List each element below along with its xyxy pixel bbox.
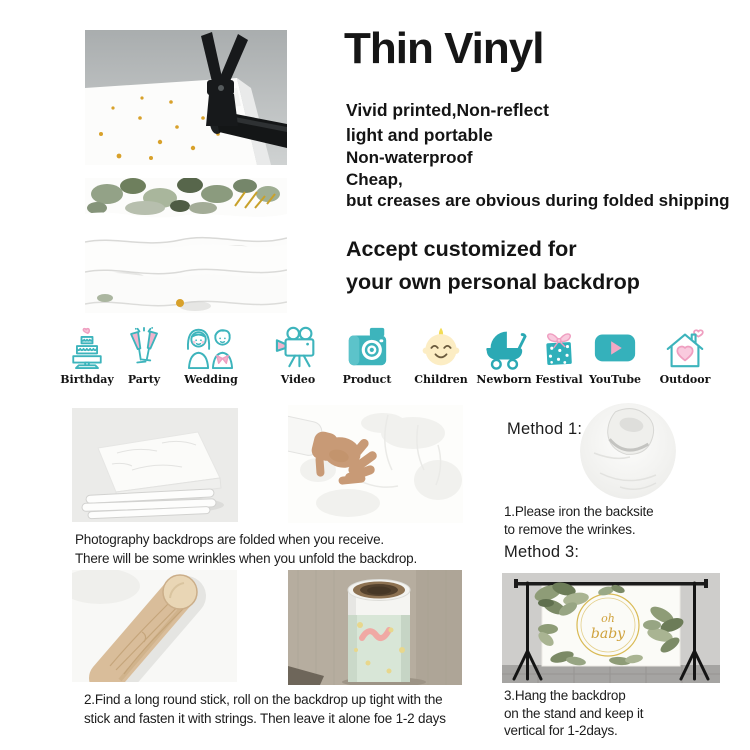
- backdrop-script-oh: oh: [601, 612, 615, 625]
- photo-round-stick: [72, 570, 237, 682]
- backdrop-script-baby: baby: [590, 626, 626, 642]
- backdrop-stand-art: [502, 573, 720, 683]
- roll-note: [84, 690, 446, 728]
- folded-vinyl-art: [85, 178, 287, 313]
- category-label: Newborn: [476, 373, 532, 386]
- category-label: Children: [414, 373, 468, 386]
- category-label: Birthday: [60, 373, 114, 386]
- rolled-tube-art: [288, 570, 462, 685]
- customization-note-line: Accept customized for: [346, 237, 577, 261]
- category-label: Video: [280, 373, 316, 386]
- category-label: YouTube: [588, 373, 642, 386]
- photo-folded-pack: [72, 408, 238, 522]
- outdoor-house-icon: [662, 324, 708, 370]
- photo-hand-smoothing: [288, 405, 463, 523]
- unfold-note: [75, 530, 417, 568]
- photo-folded-vinyl: [85, 178, 287, 313]
- method1-step-line: 1.Please iron the backsite: [504, 504, 654, 519]
- method3-step-line: vertical for 1-2days.: [504, 723, 618, 738]
- roll-note-line: 2.Find a long round stick, roll on the backdrop up tight with the: [84, 692, 443, 707]
- children-baby-icon: [419, 324, 463, 370]
- round-stick-art: [72, 570, 237, 682]
- folded-pack-art: [72, 408, 238, 522]
- feature-line: Vivid printed,Non-reflect: [346, 100, 549, 120]
- method3-step-line: 3.Hang the backdrop: [504, 688, 626, 703]
- feature-line: light and portable: [346, 125, 493, 145]
- photo-clamp-on-pole: [85, 30, 287, 165]
- unfold-note-line: There will be some wrinkles when you unfold the backdrop.: [75, 551, 418, 566]
- customization-note: [346, 233, 640, 299]
- feature-line: but creases are obvious during folded shipping: [346, 191, 730, 210]
- category-label: Wedding: [184, 373, 238, 386]
- party-champagne-icon: [124, 324, 164, 370]
- wedding-couple-icon: [180, 324, 242, 370]
- feature-line: Non-waterproof: [346, 148, 473, 167]
- photo-ironing: [580, 403, 676, 499]
- ironing-art: [580, 403, 676, 499]
- youtube-icon: [591, 324, 639, 370]
- photo-rolled-tube: [288, 570, 462, 685]
- clamp-photo-art: [85, 30, 287, 165]
- hand-smoothing-art: [288, 405, 463, 523]
- method1-step-line: to remove the wrinkes.: [504, 522, 636, 537]
- method3-step-line: on the stand and keep it: [504, 705, 644, 721]
- category-label: Outdoor: [659, 373, 711, 386]
- feature-line: Cheap,: [346, 170, 403, 189]
- feature-list: [346, 97, 730, 211]
- video-camera-icon: [272, 324, 324, 370]
- category-label: Product: [342, 373, 392, 386]
- customization-note-line: your own personal backdrop: [346, 270, 640, 294]
- method3-heading: Method 3:: [504, 543, 580, 561]
- roll-note-line: stick and fasten it with strings. Then leave it alone foe 1-2 days: [84, 711, 446, 726]
- category-item-wedding: [165, 318, 257, 386]
- method1-steps: [504, 503, 653, 539]
- category-label: Party: [127, 373, 161, 386]
- category-item-outdoor: [639, 318, 731, 386]
- category-label: Festival: [535, 373, 583, 386]
- page-title: Thin Vinyl: [344, 24, 544, 73]
- unfold-note-line: Photography backdrops are folded when you receive.: [75, 532, 384, 547]
- photo-backdrop-stand: [502, 573, 720, 683]
- method1-heading: Method 1:: [507, 420, 583, 438]
- product-camera-icon: [344, 324, 390, 370]
- method3-steps: [504, 687, 643, 740]
